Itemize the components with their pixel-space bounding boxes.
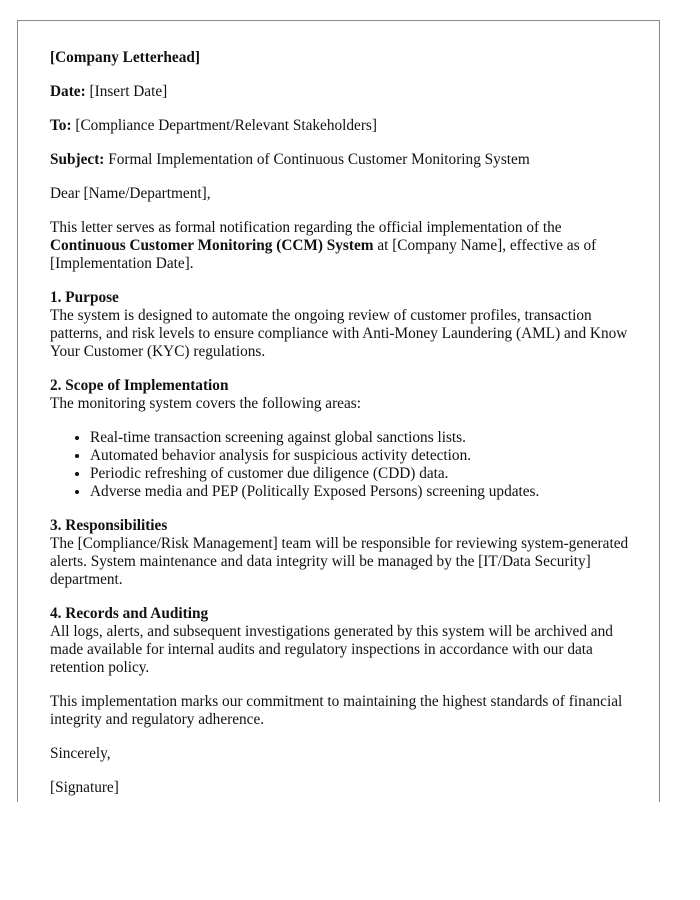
to-line — [50, 117, 635, 135]
company-letterhead: [Company Letterhead] — [50, 49, 200, 66]
section-body: The system is designed to automate the ongoing review of customer profiles, transaction patterns, and risk levels to ensure compliance with Anti-Money Laundering (AML) and Know Your Customer (KYC) regulations. — [50, 307, 628, 360]
sign-off: Sincerely, — [50, 745, 111, 762]
section-responsibilities — [50, 517, 635, 589]
section-scope — [50, 377, 635, 501]
section-heading: 4. Records and Auditing — [50, 605, 209, 622]
subject-line — [50, 151, 635, 169]
date-label: Date: — [50, 83, 86, 100]
intro-text-after: at [Company Name], effective as of [Implementation Date]. — [50, 237, 597, 272]
list-item: • Real-time transaction screening against global sanctions lists. — [90, 429, 635, 447]
letter-content — [50, 49, 635, 813]
subject-label: Subject: — [50, 151, 105, 168]
date-line — [50, 83, 635, 101]
section-heading: 2. Scope of Implementation — [50, 377, 229, 394]
to-label: To: — [50, 117, 72, 134]
section-records-auditing — [50, 605, 635, 677]
list-item: • Adverse media and PEP (Politically Exposed Persons) screening updates. — [90, 483, 635, 501]
closing-paragraph: This implementation marks our commitment to maintaining the highest standards of financial integrity and regulatory adherence. — [50, 693, 623, 728]
section-body: The [Compliance/Risk Management] team will be responsible for reviewing system-generated alerts. System maintenance and data integrity will be managed by the [IT/Data Security] department. — [50, 535, 629, 588]
signature: [Signature] — [50, 779, 119, 796]
section-heading: 3. Responsibilities — [50, 517, 168, 534]
date-value: [Insert Date] — [89, 83, 168, 100]
section-body: The monitoring system covers the following areas: — [50, 395, 361, 412]
intro-text-before: This letter serves as formal notification regarding the official implementation of the — [50, 219, 562, 236]
section-purpose — [50, 289, 635, 361]
to-value: [Compliance Department/Relevant Stakeholders] — [75, 117, 377, 134]
salutation: Dear [Name/Department], — [50, 185, 211, 202]
list-item: • Automated behavior analysis for suspicious activity detection. — [90, 447, 635, 465]
intro-system-name: Continuous Customer Monitoring (CCM) System — [50, 237, 374, 254]
letter-page — [17, 20, 660, 802]
section-heading: 1. Purpose — [50, 289, 119, 306]
intro-paragraph — [50, 219, 635, 273]
scope-list — [50, 429, 635, 501]
section-body: All logs, alerts, and subsequent investigations generated by this system will be archived and made available for internal audits and regulatory inspections in accordance with our data retention policy. — [50, 623, 613, 676]
subject-value: Formal Implementation of Continuous Customer Monitoring System — [108, 151, 530, 168]
list-item: • Periodic refreshing of customer due diligence (CDD) data. — [90, 465, 635, 483]
